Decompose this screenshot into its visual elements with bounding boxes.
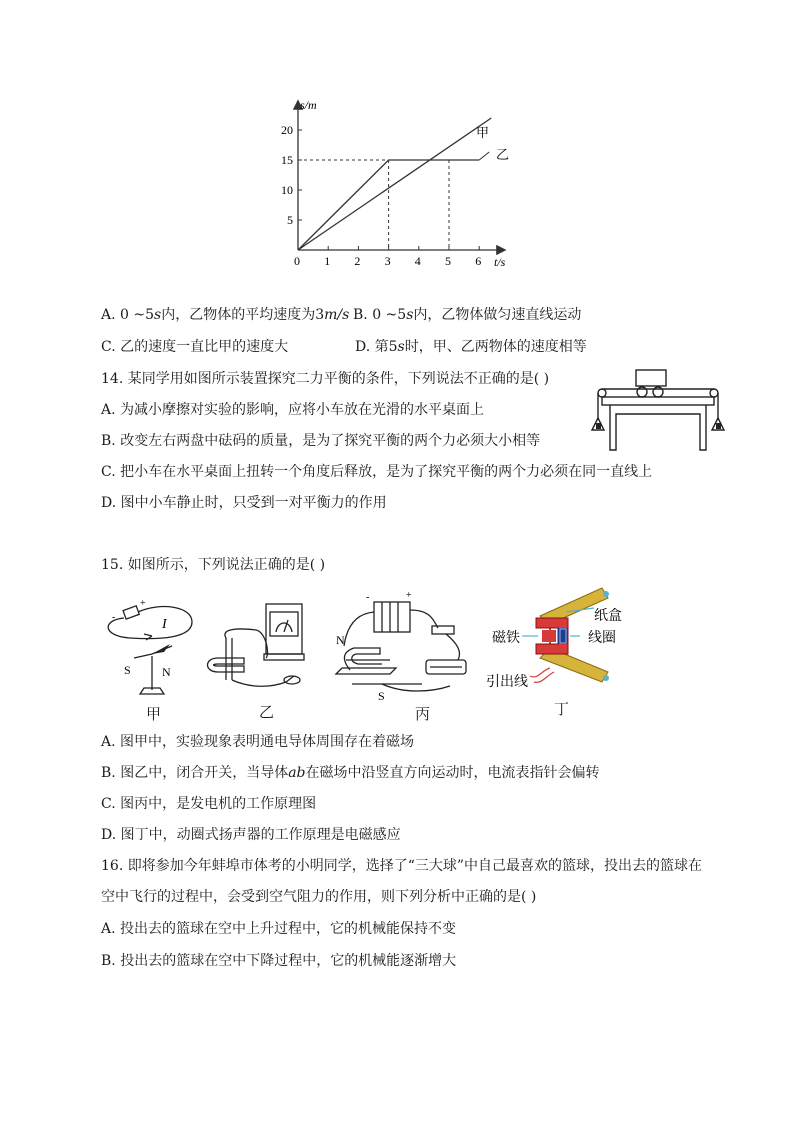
y-tick-label-20: 20	[281, 123, 293, 137]
fig-jia-n-pole: N	[162, 665, 171, 679]
q15-b-text1: B. 图乙中，闭合开关，当导体	[101, 765, 289, 781]
fig-bing-n-pole: N	[336, 633, 345, 647]
q14-option-c[interactable]: C. 把小车在水平桌面上扭转一个角度后释放，是为了探究平衡的两个力必须在同一直线上	[101, 464, 653, 480]
q13-a-text1: A. 0 ~5	[101, 307, 155, 323]
q15-b-ab: ab	[288, 765, 306, 781]
series-yi-label-leader	[479, 152, 489, 160]
series-line-0	[298, 118, 491, 250]
q13-a-unit2: m/s	[324, 307, 350, 323]
q13-option-a[interactable]	[101, 306, 349, 324]
q13-d-text2: 时，甲、乙两物体的速度相等	[404, 339, 587, 355]
y-tick-label-15: 15	[281, 153, 293, 167]
x-tick-label-0: 0	[294, 254, 300, 268]
x-tick-label-6: 6	[475, 254, 482, 268]
fig-ding-coil: 线圈	[588, 631, 616, 646]
q13-option-b[interactable]	[353, 306, 581, 324]
fig-ding-magnet: 磁铁	[492, 631, 520, 646]
fig-jia-s-pole: S	[124, 663, 131, 677]
q14-option-a[interactable]: A. 为减小摩擦对实验的影响，应将小车放在光滑的水平桌面上	[101, 402, 485, 418]
q14-option-d[interactable]: D. 图中小车静止时，只受到一对平衡力的作用	[101, 495, 387, 511]
y-tick-label-5: 5	[287, 213, 293, 227]
q15-option-b[interactable]	[101, 764, 600, 782]
fig-bing-s-pole: S	[378, 689, 385, 702]
fig-bing-plus: +	[406, 590, 412, 601]
fig-jia-current-label: I	[162, 617, 167, 632]
q13-d-text1: D. 第5	[355, 339, 398, 355]
fig-bing-minus: -	[366, 592, 370, 603]
q13-a-text2: 内，乙物体的平均速度为3	[161, 307, 325, 323]
figure-jia-oersted	[100, 596, 200, 700]
q13-a-unit1: s	[154, 307, 162, 323]
fig-caption-jia: 甲	[146, 705, 162, 723]
q13-b-unit: s	[406, 307, 414, 323]
series-label-jia: 甲	[476, 125, 490, 140]
x-tick-label-1: 1	[324, 254, 331, 268]
q13-b-text2: 内，乙物体做匀速直线运动	[413, 307, 582, 323]
series-label-yi: 乙	[496, 147, 510, 162]
q15-stem: 15. 如图所示，下列说法正确的是( )	[101, 557, 326, 573]
s-t-graph	[270, 92, 530, 274]
figure-ding-speaker	[484, 584, 644, 694]
fig-jia-plus: +	[140, 598, 146, 609]
fig-ding-lead-wire: 引出线	[486, 675, 528, 690]
x-tick-label-3: 3	[384, 254, 391, 268]
q15-option-c[interactable]: C. 图丙中，是发电机的工作原理图	[101, 796, 317, 812]
q13-option-c[interactable]: C. 乙的速度一直比甲的速度大	[101, 339, 289, 355]
fig-jia-minus: -	[112, 612, 116, 623]
fig-caption-yi: 乙	[259, 703, 275, 721]
q16-option-b[interactable]: B. 投出去的篮球在空中下降过程中，它的机械能逐渐增大	[101, 953, 457, 969]
figure-yi-induction	[200, 598, 318, 694]
y-tick-label-10: 10	[281, 183, 293, 197]
q14-option-b[interactable]: B. 改变左右两盘中砝码的质量，是为了探究平衡的两个力必须大小相等	[101, 433, 541, 449]
q13-b-text1: B. 0 ~5	[353, 307, 407, 323]
y-axis-label: s/m	[300, 98, 317, 112]
q15-option-a[interactable]: A. 图甲中，实验现象表明通电导体周围存在着磁场	[101, 734, 415, 750]
x-tick-label-5: 5	[445, 254, 451, 268]
q13-d-unit: s	[397, 339, 405, 355]
q16-option-a[interactable]: A. 投出去的篮球在空中上升过程中，它的机械能保持不变	[101, 921, 457, 937]
fig-ding-paper-box: 纸盒	[594, 609, 622, 624]
fig-caption-ding: 丁	[554, 700, 570, 718]
fig-caption-bing: 丙	[415, 705, 431, 723]
force-balance-apparatus-figure	[588, 362, 728, 454]
q16-stem-line1: 16. 即将参加今年蚌埠市体考的小明同学，选择了“三大球”中自己最喜欢的篮球，投出去的篮球在	[101, 858, 703, 874]
x-axis-label: t/s	[494, 255, 506, 269]
x-tick-label-4: 4	[414, 254, 421, 268]
q15-b-text2: 在磁场中沿竖直方向运动时，电流表指针会偏转	[305, 765, 600, 781]
q14-stem: 14. 某同学用如图所示装置探究二力平衡的条件，下列说法不正确的是( )	[101, 371, 550, 387]
q13-option-d[interactable]	[355, 338, 587, 356]
x-tick-label-2: 2	[354, 254, 361, 268]
q16-stem-line2: 空中飞行的过程中，会受到空气阻力的作用，则下列分析中正确的是( )	[101, 889, 537, 905]
q15-option-d[interactable]: D. 图丁中，动圈式扬声器的工作原理是电磁感应	[101, 827, 401, 843]
figure-bing-motor	[332, 588, 472, 702]
